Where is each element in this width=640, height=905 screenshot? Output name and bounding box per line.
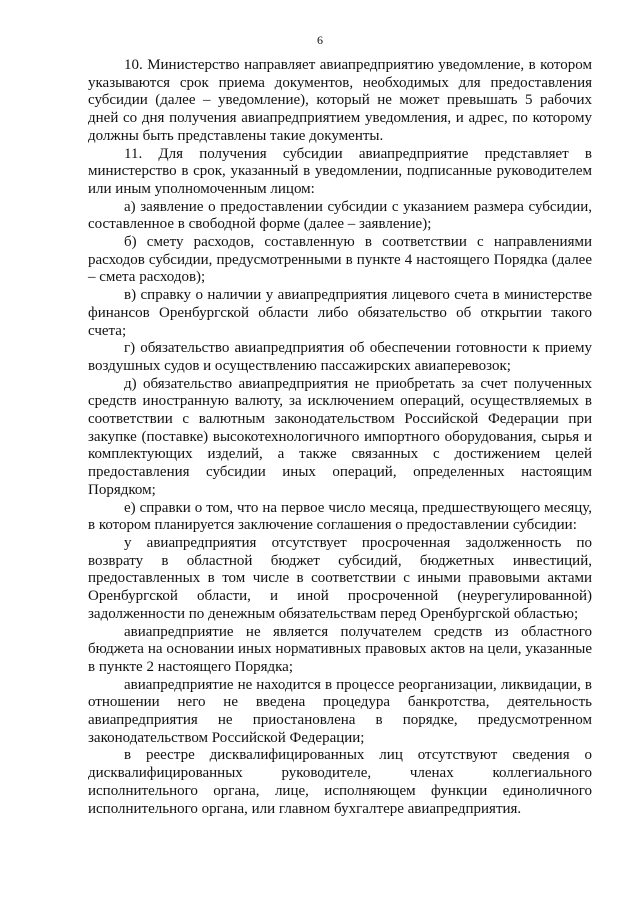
paragraph-subitem-v: в) справку о наличии у авиапредприятия лицевого счета в министерстве финансов Оренбургской области либо обязательство об открытии такого счета; xyxy=(88,287,592,339)
paragraph-item-11: 11. Для получения субсидии авиапредприятие представляет в министерство в срок, указанный в уведомлении, подписанные руководителем или иным уполномоченным лицом: xyxy=(88,145,592,197)
paragraph-subitem-g: г) обязательство авиапредприятия об обеспечении готовности к приему воздушных судов и осуществлению пассажирских авиаперевозок; xyxy=(88,340,592,374)
paragraph-condition-debt: у авиапредприятия отсутствует просроченная задолженность по возврату в областной бюджет субсидий, бюджетных инвестиций, предоставленных в том числе в соответствии с иными правовыми актами Оренбургской области, и иной просроченной (неурегулированной) задолженности по денежным обязательствам перед Оренбургской областью; xyxy=(88,534,592,622)
paragraph-subitem-d: д) обязательство авиапредприятия не приобретать за счет полученных средств иностранную валюту, за исключением операций, осуществляемых в соответствии с валютным законодательством Российской Федерации при закупке (поставке) высокотехнологичного импортного оборудования, сырья и комплектующих изделий, а также связанных с достижением целей предоставления субсидии иных операций, определенных настоящим Порядком; xyxy=(88,375,592,498)
paragraph-subitem-e: е) справки о том, что на первое число месяца, предшествующего месяцу, в котором планируется заключение соглашения о предоставлении субсидии: xyxy=(88,499,592,534)
paragraph-item-10: 10. Министерство направляет авиапредприятию уведомление, в котором указываются срок приема документов, необходимых для предоставления субсидии (далее – уведомление), который не может превышать 5 рабочих дней со дня получения авиапредприятием уведомления, и адрес, по которому должны быть представлены такие документы. xyxy=(88,57,592,144)
paragraph-condition-disqualified: в реестре дисквалифицированных лиц отсутствуют сведения о дисквалифицированных руководителе, членах коллегиального исполнительного органа, лице, исполняющем функции единоличного исполнительного органа, или главном бухгалтере авиапредприятия. xyxy=(88,747,592,817)
paragraph-condition-not-recipient: авиапредприятие не является получателем средств из областного бюджета на основании иных нормативных правовых актов на цели, указанные в пункте 2 настоящего Порядка; xyxy=(88,623,592,675)
paragraph-subitem-a: а) заявление о предоставлении субсидии с указанием размера субсидии, составленное в свободной форме (далее – заявление); xyxy=(88,198,592,233)
document-body xyxy=(88,57,592,818)
paragraph-subitem-b: б) смету расходов, составленную в соответствии с направлениями расходов субсидии, предусмотренными в пункте 4 настоящего Порядка (далее – смета расходов); xyxy=(88,234,592,286)
page-number: 6 xyxy=(317,33,323,47)
paragraph-condition-reorganization: авиапредприятие не находится в процессе реорганизации, ликвидации, в отношении него не введена процедура банкротства, деятельность авиапредприятия не приостановлена в порядке, предусмотренном законодательством Российской Федерации; xyxy=(88,676,592,746)
